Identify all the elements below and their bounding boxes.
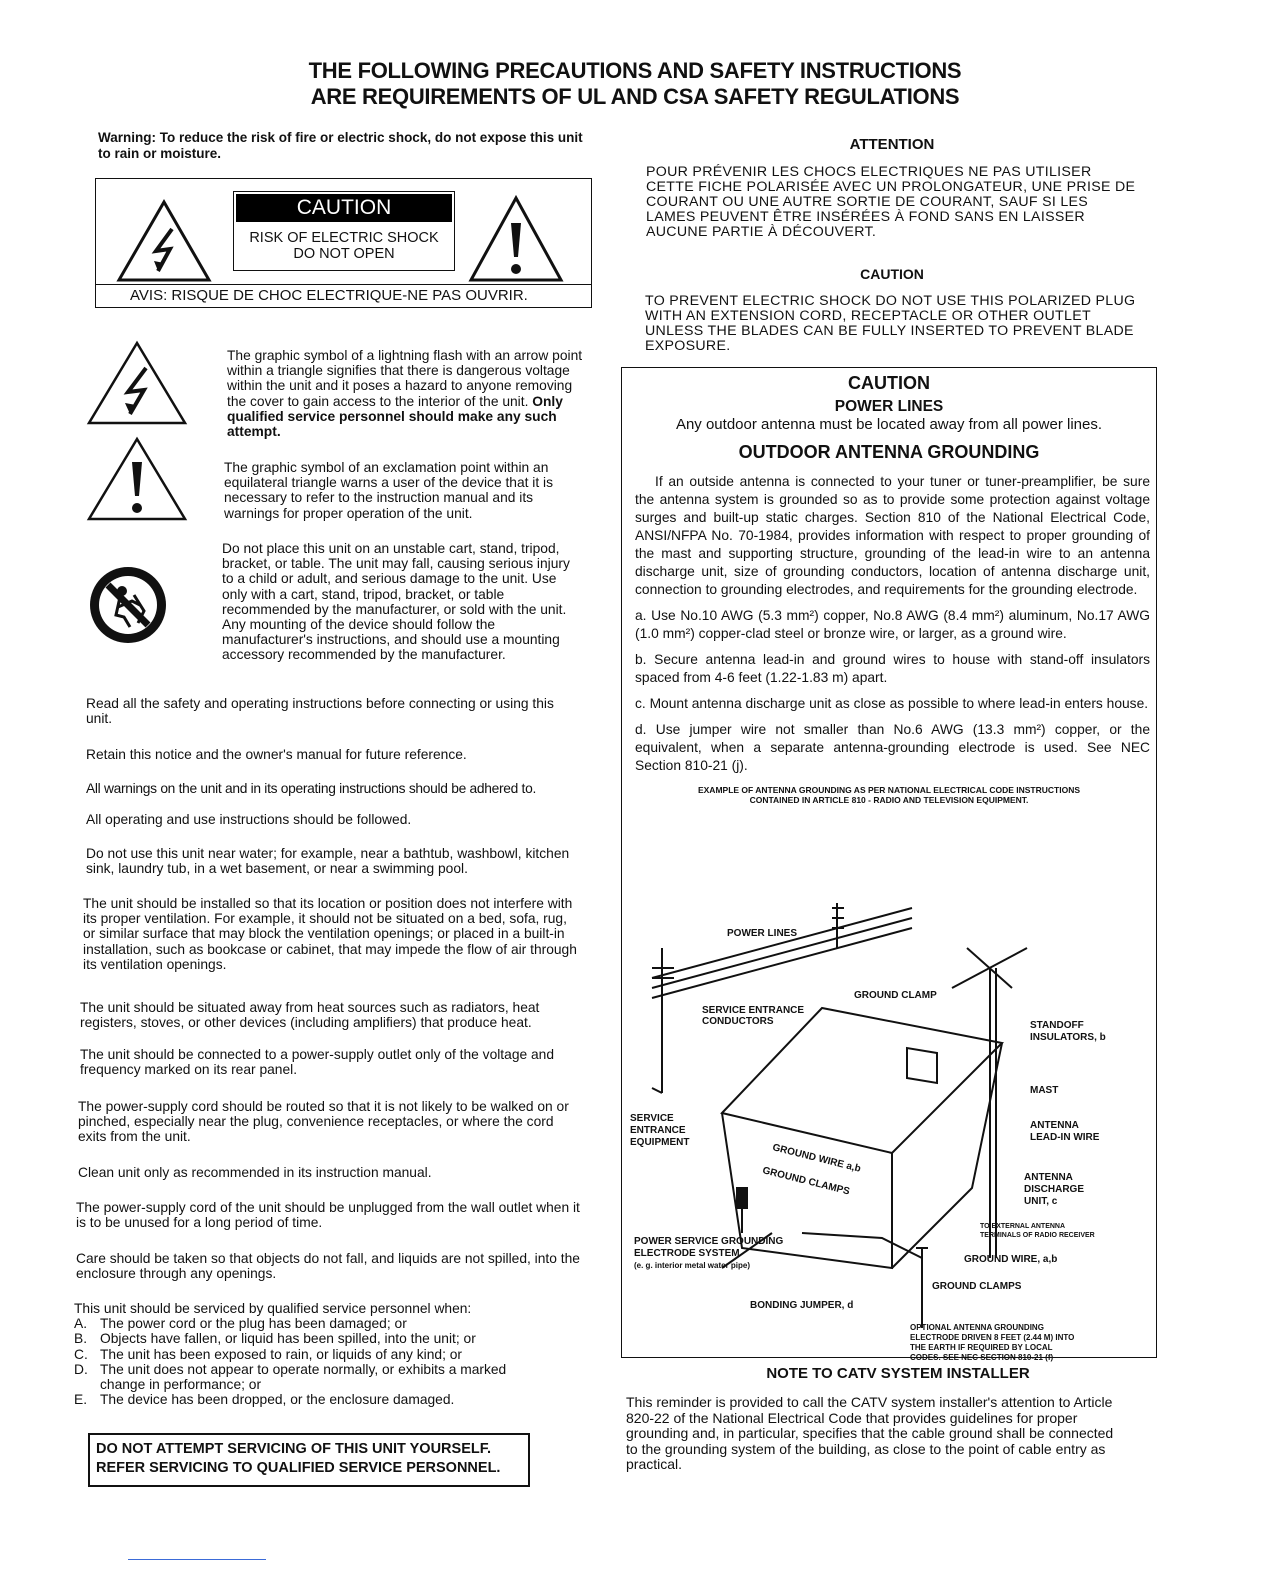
diagram-label-lead-in-1: ANTENNA xyxy=(1030,1120,1079,1131)
instruction-10: Clean unit only as recommended in its instruction manual. xyxy=(78,1165,432,1180)
diagram-label-ground-clamp: GROUND CLAMP xyxy=(854,990,937,1001)
exclamation-triangle-icon xyxy=(468,195,564,283)
instruction-8: The unit should be connected to a power-supply outlet only of the voltage and frequency marked on its rear panel. xyxy=(80,1047,555,1078)
diagram-label-lead-in-2: LEAD-IN WIRE xyxy=(1030,1132,1100,1143)
caution-badge xyxy=(233,191,455,271)
diagram-label-mast: MAST xyxy=(1030,1085,1059,1096)
diagram-label-standoff-2: INSULATORS, b xyxy=(1030,1032,1106,1043)
diagram-label-service-eq-2: ENTRANCE xyxy=(630,1125,686,1136)
diagram-label-power-lines: POWER LINES xyxy=(727,928,798,939)
diagram-label-optional-4: CODES. SEE NEC SECTION 810-21 (f) xyxy=(910,1353,1054,1362)
grounding-item-a: a. Use No.10 AWG (5.3 mm²) copper, No.8 AWG (8.4 mm²) aluminum, No.17 AWG (1.0 mm²) copper-clad steel or bronze wire, or larger, as a ground wire. xyxy=(635,608,1150,641)
exclamation-symbol-text: The graphic symbol of an exclamation point within an equilateral triangle warns a user of the device that it is necessary to refer to the instruction manual and its warnings for proper operation of the unit. xyxy=(224,460,554,521)
list-item: B. Objects have fallen, or liquid has been spilled, into the unit; or xyxy=(74,1331,476,1347)
diagram-caption xyxy=(622,785,1156,805)
diagram-label-optional-2: ELECTRODE DRIVEN 8 FEET (2.44 M) INTO xyxy=(910,1333,1075,1342)
lightning-symbol-icon xyxy=(86,340,188,426)
antenna-grounding-diagram xyxy=(622,888,1156,1362)
instruction-9: The power-supply cord should be routed so that it is not likely to be walked on or pinched, especially near the plug, convenience receptacles, or where the cord exits from the unit. xyxy=(78,1099,569,1145)
list-item: D. The unit does not appear to operate normally, or exhibits a marked change in performance; or xyxy=(74,1361,507,1393)
diagram-label-ground-clamps-2: GROUND CLAMPS xyxy=(932,1281,1022,1292)
instruction-7: The unit should be situated away from heat sources such as radiators, heat registers, stoves, or other devices (including amplifiers) that produce heat. xyxy=(80,1000,540,1031)
diagram-label-service-entrance-2: CONDUCTORS xyxy=(702,1016,774,1027)
diagram-label-power-grounding-1: POWER SERVICE GROUNDING xyxy=(634,1236,784,1247)
exclamation-symbol-icon xyxy=(86,436,188,522)
instruction-5: Do not use this unit near water; for example, near a bathtub, washbowl, kitchen sink, laundry tub, in a wet basement, or near a swimming pool. xyxy=(86,846,570,877)
lightning-symbol-text xyxy=(227,348,587,439)
diagram-label-service-entrance-1: SERVICE ENTRANCE xyxy=(702,1005,805,1016)
diagram-label-terminals-1: TO EXTERNAL ANTENNA xyxy=(980,1223,1066,1230)
antenna-grounding-box xyxy=(621,367,1157,1362)
instruction-12: Care should be taken so that objects do not fall, and liquids are not spilled, into the enclosure through any openings. xyxy=(76,1251,580,1282)
diagram-label-optional-1: OPTIONAL ANTENNA GROUNDING xyxy=(910,1323,1044,1332)
power-lines-text: Any outdoor antenna must be located away from all power lines. xyxy=(675,416,1103,433)
caution-plug-text: TO PREVENT ELECTRIC SHOCK DO NOT USE THIS POLARIZED PLUG WITH AN EXTENSION CORD, RECEPTACLE OR OTHER OUTLET UNLESS THE BLADES CAN BE FULLY INSERTED TO PREVENT BLADE EXPOSURE. xyxy=(645,293,1136,354)
caution-plug-heading: CAUTION xyxy=(860,266,924,282)
attention-text: POUR PRÉVENIR LES CHOCS ELECTRIQUES NE PAS UTILISER CETTE FICHE POLARISÉE AVEC UN PROLONGATEUR, UNE PRISE DE COURANT OU UNE AUTRE SORTIE DE COURANT, SAUF SI LES LAMES PEUVENT ÊTRE INSÉRÉES À FOND SANS EN LAISSER AUCUNE PARTIE À DÉCOUVERT. xyxy=(646,164,1136,240)
list-item: A. The power cord or the plug has been damaged; or xyxy=(74,1316,407,1332)
service-section xyxy=(74,1301,574,1407)
diagram-caption-line-1: EXAMPLE OF ANTENNA GROUNDING AS PER NATIONAL ELECTRICAL CODE INSTRUCTIONS xyxy=(697,785,1081,795)
service-list xyxy=(74,1316,574,1407)
power-lines-heading: POWER LINES xyxy=(834,398,944,415)
instruction-1: Read all the safety and operating instructions before connecting or using this unit. xyxy=(86,696,554,727)
instruction-2: Retain this notice and the owner's manual for future reference. xyxy=(86,747,467,762)
diagram-label-ground-wire-ab: GROUND WIRE a,b xyxy=(771,1142,862,1175)
footer-divider xyxy=(128,1559,266,1560)
lightning-symbol-bold: Only qualified service personnel should make any such attempt. xyxy=(227,393,563,440)
diagram-label-power-grounding-2: ELECTRODE SYSTEM xyxy=(634,1248,740,1259)
instruction-6: The unit should be installed so that its location or position does not interfere with its proper ventilation. For example, it should not be situated on a bed, sofa, rug, or similar surface that may block the ventilation openings; or placed in a built-in installation, such as bookcase or cabinet, that may impede the flow of air through its ventilation openings. xyxy=(83,896,577,972)
diagram-label-optional-3: THE EARTH IF REQUIRED BY LOCAL xyxy=(910,1343,1053,1352)
caution-label-box xyxy=(95,178,592,308)
attention-heading: ATTENTION xyxy=(849,136,935,153)
warning-text: Warning: To reduce the risk of fire or electric shock, do not expose this unit to rain or moisture. xyxy=(98,130,583,161)
caution-badge-line-1: RISK OF ELECTRIC SHOCK xyxy=(249,230,439,246)
diagram-label-terminals-2: TERMINALS OF RADIO RECEIVER xyxy=(980,1232,1095,1239)
lightning-symbol-desc: The graphic symbol of a lightning flash with an arrow point within a triangle signifies that there is dangerous voltage within the unit and it poses a hazard to anyone removing the cover to gain access to the interior of the unit. xyxy=(227,348,583,409)
diagram-label-discharge-1: ANTENNA xyxy=(1024,1172,1073,1183)
notice-line-2: REFER SERVICING TO QUALIFIED SERVICE PERSONNEL. xyxy=(96,1460,501,1476)
diagram-caption-line-2: CONTAINED IN ARTICLE 810 - RADIO AND TELEVISION EQUIPMENT. xyxy=(749,795,1029,805)
antenna-caution-heading: CAUTION xyxy=(848,373,930,393)
notice-line-1: DO NOT ATTEMPT SERVICING OF THIS UNIT YOURSELF. xyxy=(96,1441,492,1457)
caution-badge-header: CAUTION xyxy=(236,194,452,222)
diagram-label-discharge-2: DISCHARGE xyxy=(1024,1184,1085,1195)
list-item: E. The device has been dropped, or the enclosure damaged. xyxy=(74,1392,455,1408)
diagram-label-bonding: BONDING JUMPER, d xyxy=(750,1300,854,1311)
diagram-label-ground-wire-2: GROUND WIRE, a,b xyxy=(964,1254,1058,1265)
title-line-2: ARE REQUIREMENTS OF UL AND CSA SAFETY REGULATIONS xyxy=(310,84,960,109)
catv-heading: NOTE TO CATV SYSTEM INSTALLER xyxy=(766,1365,1030,1382)
avis-text: AVIS: RISQUE DE CHOC ELECTRIQUE-NE PAS OUVRIR. xyxy=(96,284,591,307)
diagram-label-service-eq-1: SERVICE xyxy=(630,1113,674,1124)
instruction-3: All warnings on the unit and in its operating instructions should be adhered to. xyxy=(86,781,536,796)
grounding-item-b: b. Secure antenna lead-in and ground wires to house with stand-off insulators spaced from 4-6 feet (1.22-1.83 m) apart. xyxy=(635,652,1150,685)
catv-text: This reminder is provided to call the CATV system installer's attention to Article 820-22 of the National Electrical Code that provides guidelines for proper grounding and, in particular, specifies that the cable ground shall be connected to the grounding system of the building, as close to the point of cable entry as practical. xyxy=(626,1394,1114,1472)
caution-badge-line-2: DO NOT OPEN xyxy=(293,246,395,262)
page-title xyxy=(0,58,1270,110)
grounding-item-d: d. Use jumper wire not smaller than No.6 AWG (13.3 mm²) copper, or the equivalent, when a separate antenna-grounding electrode is used. See NEC Section 810-21 (j). xyxy=(635,722,1150,773)
grounding-text: If an outside antenna is connected to your tuner or tuner-preamplifier, be sure the antenna system is grounded so as to provide some protection against voltage surges and built-up static charges. Section 810 of the National Electrical Code, ANSI/NFPA No. 70-1984, provides information with respect to proper grounding of the mast and supporting structure, grounding of the lead-in wire to an antenna discharge unit, size of grounding conductors, location of antenna discharge unit, connection to grounding electrodes, and requirements for the grounding electrode. xyxy=(635,474,1150,597)
service-intro: This unit should be serviced by qualified service personnel when: xyxy=(74,1301,472,1316)
grounding-item-c: c. Mount antenna discharge unit as close as possible to where lead-in enters house. xyxy=(635,696,1149,711)
cart-warning-text: Do not place this unit on an unstable cart, stand, tripod, bracket, or table. The unit may fall, causing serious injury to a child or adult, and serious damage to the unit. Use only with a cart, stand, tripod, bracket, or table recommended by the manufacturer, or sold with the unit. Any mounting of the device should follow the manufacturer's instructions, and should use a mounting accessory recommended by the manufacturer. xyxy=(222,541,570,663)
lightning-triangle-icon xyxy=(116,199,212,283)
instruction-4: All operating and use instructions should be followed. xyxy=(86,812,412,827)
cart-warning-icon xyxy=(88,565,168,645)
diagram-label-power-grounding-3: (e. g. interior metal water pipe) xyxy=(634,1261,751,1270)
diagram-label-discharge-3: UNIT, c xyxy=(1024,1196,1058,1207)
diagram-label-service-eq-3: EQUIPMENT xyxy=(630,1137,690,1148)
title-line-1: THE FOLLOWING PRECAUTIONS AND SAFETY INSTRUCTIONS xyxy=(308,58,962,83)
diagram-label-ground-clamps-1: GROUND CLAMPS xyxy=(761,1165,851,1198)
diagram-label-standoff-1: STANDOFF xyxy=(1030,1020,1084,1031)
instruction-11: The power-supply cord of the unit should be unplugged from the wall outlet when it is to be unused for a long period of time. xyxy=(76,1200,580,1231)
list-item: C. The unit has been exposed to rain, or liquids of any kind; or xyxy=(74,1346,463,1362)
do-not-service-notice xyxy=(88,1433,530,1487)
grounding-heading: OUTDOOR ANTENNA GROUNDING xyxy=(738,442,1040,462)
